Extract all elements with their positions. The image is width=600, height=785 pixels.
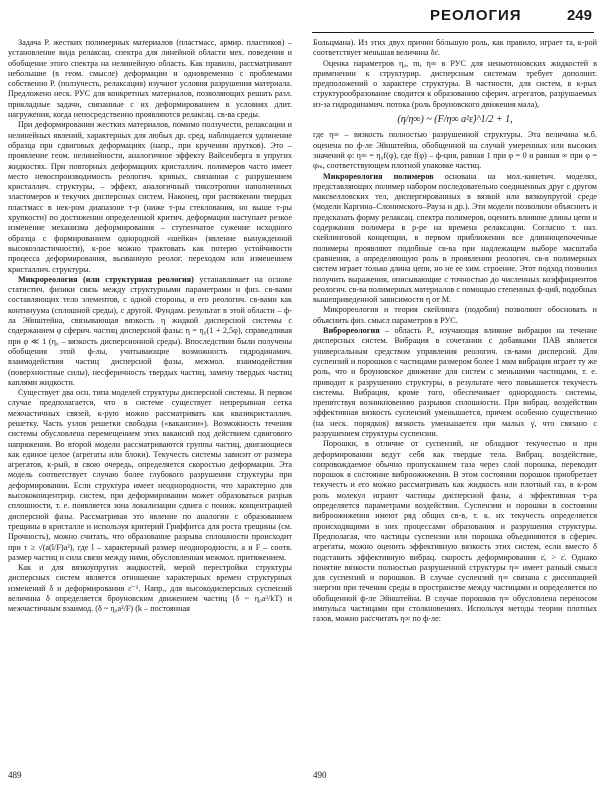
running-title: РЕОЛОГИЯ (430, 7, 522, 24)
paragraph-viscoelastic: Как и для вязкоупругих жидкостей, мерой перестройки структуры дисперсных систем является отношение характерных времен структурных изменений δ и деформирования ε̇⁻¹. Напр., для высокодисперсных суспензий величина δ определяется броуновским движением частиц (δ ~ η₀a³/kT) и межчастичным взаимод. (δ ~ η₀a²/F) (k – постоянная (8, 563, 292, 614)
viscosity-formula (313, 115, 597, 125)
term-polymer-micro: Микрореология полимеров (323, 171, 434, 181)
header-page-number: 249 (566, 7, 592, 24)
vibro-text: – область Р., изучающая влияние вибрации на течение дисперсных систем. Вибрация в сочетании с добавками ПАВ является универсальным средством управления реологич. св-вами дисперсий. Для суспензий и порошков с частицами размером более 1 мкм вибрация играет ту же роль, что и броуновское движение для систем с меньшими частицами, т. е. приводит к разрушению структуры, в результате чего повышается текучесть системы. Вибрация, кроме того, обеспечивает однородность системы, препятствуя возникновению разрывов сплошности. При вибрац. воздействии эффективная вязкость суспензий уменьшается, причем особенно существенно (на неск. порядков) вязкость уменьшается при малых γ̇, что связано с разрушением структуры суспензии. (313, 326, 597, 438)
paragraph-rigid-materials: Задача Р. жестких полимерных материалов (пластмасс, армир. пластиков) – установление вида релаксац. спектра для линейной области мех. поведения и обобщение этого спектра на нелинейную область. Как правило, рассматривают небольшие (в геом. смысле) деформации и одновременно с проблемами собственно Р. (ползучесть, релаксация) изучают условия разрушения материала. Предложено неск. РУС для конкретных материалов, позволяющих решать разл. прикладные задачи, связанные с их деформированием в условиях длит. нагружения, когда непосредственно проявляются релаксац. св-ва среды. (8, 38, 292, 120)
polymer-micro-text: основана на мол.-кинетич. моделях, представляющих полимер набором последовательно соединенных друг с другом максвелловских тел, диспергированных в вязкой или вязкоупругой среде (модели Каргина–Слонимского–Рауза и др.). Эти модели позволили объяснить и предсказать форму релаксац. спектра полимеров, оценить влияние длины цепи и содержания полимера в р-ре на времена релаксации. Согласно т. наз. скейлинговой концепции, в первом приближении все длинноцепочечные полимеры проявляют подобные св-ва при надлежащем выборе масштаба сравнения, а определяющую роль в проявлении реологич. св-в полимерных систем играет только длина цепи, но не ее хим. строение. Этот подход позволил получить выражения, описывающие с точностью до численных коэффициентов реологич. св-ва полимерных материалов с помощью степенных ф-ций, подобных вышеприведенной зависимости η от M. (313, 171, 597, 305)
paragraph-structure-models: Существует два осн. типа моделей структуры дисперсной системы. В первом случае предполагается, что в системе существует непрерывная сетка межчастичных связей, к-рую можно рассматривать как квазикристаллич. решетку. Часть узлов решетки свободна («вакансии»). Возможность течения системы обусловлена перемещением этих вакансий под действием сдвигового напряжения. Во второй модели рассматриваются группы частиц, двигающиеся как единое целое (агрегаты или блоки). Текучесть системы зависит от размера агрегатов, к-рый, в свою очередь, определяется скоростью деформации. Эта модель соответствует случаю более глубокого разрушения структуры при деформировании. Если структура имеет неоднородности, что характерно для высококонцентрир. систем, при деформировании может образоваться разрыв сплошности, т. е. появляется зона локализации сдвига с пониж. концентрацией дисперсной фазы. Рассматривая это явление по аналогии с образованием трещины в кристалле и используя критерий Гриффитса для роста трещины (см. Прочность), можно считать, что образование разрыва сплошности происходит при τ ≥ √(a(l/F)a²), где l – характерный размер неоднородности, a и F – соотв. размер частиц и сила связи между ними, обусловленная межмол. притяжением. (8, 388, 292, 562)
paragraph-vibrorheology (313, 326, 597, 439)
paragraph-parameters: Оценка параметров η₀, m, η∞ в РУС для неньютоновских жидкостей в применении к структурир. дисперсным системам требует дополнит. предположений о характере структуры. В частности, для систем, в к-рых структурообразование сводится к образованию сферич. агрегатов, разрушаемых из-за гидродинамич. потока (роль броуновского движения мала), (313, 58, 597, 109)
footer-page-number-right: 490 (313, 770, 327, 780)
right-column (313, 38, 597, 766)
paragraph-deformation: При деформировании жестких материалов, помимо ползучести, релаксации и нелинейных явлений, характерных для любых др. сред, наблюдается удлинение образца при сдвиговых деформациях (напр., при кручении прутков). Это – проявление геом. нелинейности, аналогичное эффекту Вайсенберга в упругих жидкостях. При повторных деформациях кристаллич. полимеров часто имеет место невоспроизводимость реологич. кривых, связанная с разрушением кристаллич. структуры, – эффект, аналогичный тиксотропии наполненных эластомеров и текучих дисперсных систем. Наконец, при растяжении твердых пластмасс в нек-ром диапазоне т-р (ниже т-ры стеклования, но выше т-ры хрупкости) по достижении определенной критич. деформации наступает резкое изменение механизма деформирования – ступенчатое сужение исходного образца с формированием однородной «шейки» (явление вынужденной высокоэластичности), к-рое можно трактовать как потерю устойчивости процесса деформирования, вызванную реолог. переходом или изменением кристаллич. структуры. (8, 120, 292, 274)
paragraph-boltzmann: Больцмана). Из этих двух причин бóльшую роль, как правило, играет та, к-рой соответствует меньшая величина δε̇. (313, 38, 597, 58)
term-vibrorheology: Виброреология (323, 326, 380, 336)
paragraph-powders: Порошки, в отличие от суспензий, не обладают текучестью и при деформировании ведут себя как твердые тела. Вибрац. воздействие, сопровождаемое обычно пропусканием газа через слой порошка, переводит порошок в состояние виброожижения. В этом состоянии порошок приобретает текучесть и его можно рассматривать как жидкость или плотный газ, в к-ром роль молекул играют частицы дисперсной фазы, а эффективная т-ра определяется параметрами воздействия. Суспензии и порошки в состоянии виброожижения имеют ряд общих св-в, т. к. их текучесть определяется происходящими в них процессами образования и разрушения структуры. Предполагая, что частицы суспензии или порошка объединяются в сферич. агрегаты, можно оценить эффективную вязкость этих систем, если вместо δ подставить эффективную вибрац. скорость деформирования ε̇ₑ > ε̇. Однако понятие вязкости полностью разрушенной структуры η∞ имеет разный смысл для суспензий и порошков. В случае суспензий η∞ связана с диссипацией энергии при течении среды в пространстве между частицами и определяется по обобщенной ф-ле Эйнштейна. В случае порошков η∞ обусловлена переносом импульса частицами при столкновениях. Используя методы теории плотных газов, можно рассчитать η∞ по ф-ле: (313, 439, 597, 624)
paragraph-eta-infinity: где η∞ – вязкость полностью разрушенной структуры. Эта величина м.б. оценена по ф-ле Эйнштейна, обобщенной на случай умеренных или высоких значений φ: η∞ = η₀f(φ), где f(φ) – ф-ция, равная 1 при φ = 0 и равная ∞ при φ = φₘ, соответствующем плотной упаковке частиц. (313, 130, 597, 171)
paragraph-microrheology (8, 275, 292, 388)
paragraph-scaling: Микрореология и теория скейлинга (подобия) позволяют обосновать и объяснить физ. смысл параметров в РУС. (313, 305, 597, 325)
page-header (312, 6, 594, 33)
left-column (8, 38, 292, 766)
microrheology-text: устанавливает на основе статистич. физики связь между структурными параметрами и физ. св-вами составляющих тело элементов, с одной стороны, и его реологич. св-вами как континуума (сплошной среды), с другой. Фундам. результат в этой области – ф-ла Эйнштейна, связывающая вязкость η жидкой дисперсной системы с содержанием φ сферич. частиц дисперсной фазы: η = η₀(1 + 2,5φ), справедливая при φ ≪ 1 (η₀ – вязкость дисперсионной среды). Впоследствии были получены обобщения этой ф-лы, учитывающие возможность гидродинамич. взаимодействия частиц дисперсной фазы, межмол. взаимодействия (поверхностные силы), несферичность твердых частиц, замену твердых частиц каплями жидкости. (8, 274, 292, 387)
formula-text: (η/η∞) ~ (F/η∞ a²ε̇)^1/2 + 1, (397, 114, 513, 126)
footer-page-number-left: 489 (8, 770, 22, 780)
paragraph-polymer-micro (313, 172, 597, 306)
term-microrheology: Микрореология (или структурная реология) (18, 274, 194, 284)
